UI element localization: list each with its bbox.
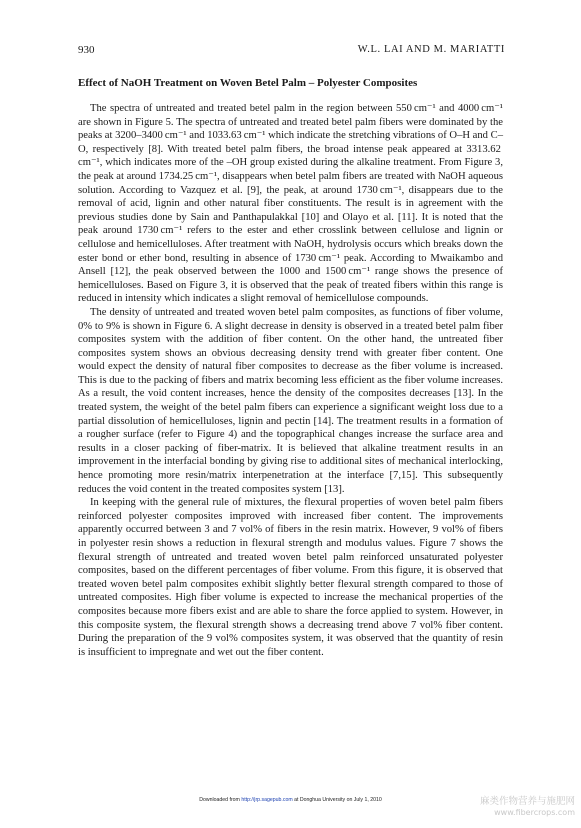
download-suffix: at Donghua University on July 1, 2010 xyxy=(292,797,382,803)
watermark-url: www.fibercrops.com xyxy=(494,808,575,817)
download-link[interactable]: http://jrp.sagepub.com xyxy=(241,797,293,803)
section-title: Effect of NaOH Treatment on Woven Betel Palm – Polyester Composites xyxy=(78,77,418,89)
paragraph-flexural: In keeping with the general rule of mixtures, the flexural properties of woven betel palm fibers reinforced polyester composites improved with increased fiber content. The improvements apparently occurred between 3 and 7 vol% of fibers in the resin matrix. However, 9 vol% of fibers in polyester resin shows a reduction in flexural strength and modulus values. Figure 7 shows the flexural strength of untreated and treated woven betel palm reinforced unsaturated polyester composites, based on the different percentages of fiber volume. From this figure, it is observed that treated woven betel palm composites exhibit slightly better flexural strength compared to those of untreated composites. High fiber volume is expected to increase the mechanical properties of the composites because more fibers exist and are able to share the force applied to system. However, in this composite system, the flexural strength shows a decreasing trend above 7 vol% fiber content. During the preparation of the 9 vol% composites system, it was observed that the quantity of resin is insufficient to impregnate and wet out the fiber content. xyxy=(78,497,503,658)
watermark xyxy=(480,796,575,818)
paragraph-density: The density of untreated and treated woven betel palm composites, as functions of fiber volume, 0% to 9% is shown in Figure 6. A slight decrease in density is observed in a treated betel palm fiber composites system with the addition of fiber content. On the other hand, the untreated fiber composites system shows an obvious decreasing density trend with greater fiber content. One would expect the density of natural fiber composites to decrease as the fiber volume is increased. This is due to the packing of fibers and matrix becoming less efficient as the fiber volume increases. As a result, the void content increases, hence the density of the composites decreases [13]. In the treated system, the weight of the betel palm fibers can experience a significant weight loss due to a partial dissolution of hemicelluloses, lignin and pectin [14]. The treatment results in a formation of a rougher surface (refer to Figure 4) and the topographical changes increase the surface area and results in a closer packing of fiber-matrix. It is believed that alkaline treatment results in an improvement in the interfacial bonding by giving rise to additional sites of mechanical interlocking, hence promoting more resin/matrix interpenetration at the interface [7,15]. This subsequently reduces the void content in the treated composites system [13]. xyxy=(78,306,503,495)
running-head: W.L. LAI AND M. MARIATTI xyxy=(357,44,505,55)
page-number: 930 xyxy=(78,44,95,56)
download-prefix: Downloaded from xyxy=(199,797,242,803)
watermark-title: 麻类作物营养与施肥网 xyxy=(479,796,575,807)
paragraph-ftir: The spectra of untreated and treated betel palm in the region between 550 cm⁻¹ and 4000 cm⁻¹ are shown in Figure 5. The spectra of untreated and treated betel palm fibers were dominated by the peaks at 3200–3400 cm⁻¹ and 1033.63 cm⁻¹ which indicate the stretching vibrations of O–H and C–O, respectively [8]. With treated betel palm fibers, the broad intense peak appeared at 3313.62 cm⁻¹, which indicates more of the –OH group existed during the alkaline treatment. From Figure 3, the peak at around 1734.25 cm⁻¹, disappears when betel palm fibers are treated with NaOH aqueous solution. According to Vazquez et al. [9], the peak, at around 1730 cm⁻¹, disappears due to the removal of acid, lignin and other natural fiber constituents. The result is in agreement with the previous studies done by Sain and Panthapulakkal [10] and Olayo et al. [11]. It is noted that the peak around 1730 cm⁻¹ refers to the ester and ether crosslink between cellulose and lignin or cellulose and hemicelluloses. After treatment with NaOH, hydrolysis occurs which breaks down the ester bond or ether bond, resulting in absence of 1730 cm⁻¹ peak. According to Mwaikambo and Ansell [12], the peak observed between the 1000 and 1500 cm⁻¹ range shows the presence of hemicelluloses. Based on Figure 3, it is observed that the peak of treated fibers within this range is reduced in intensity which indicates a slight removal of hemicellulose compounds. xyxy=(78,103,503,305)
body-text xyxy=(78,102,503,659)
